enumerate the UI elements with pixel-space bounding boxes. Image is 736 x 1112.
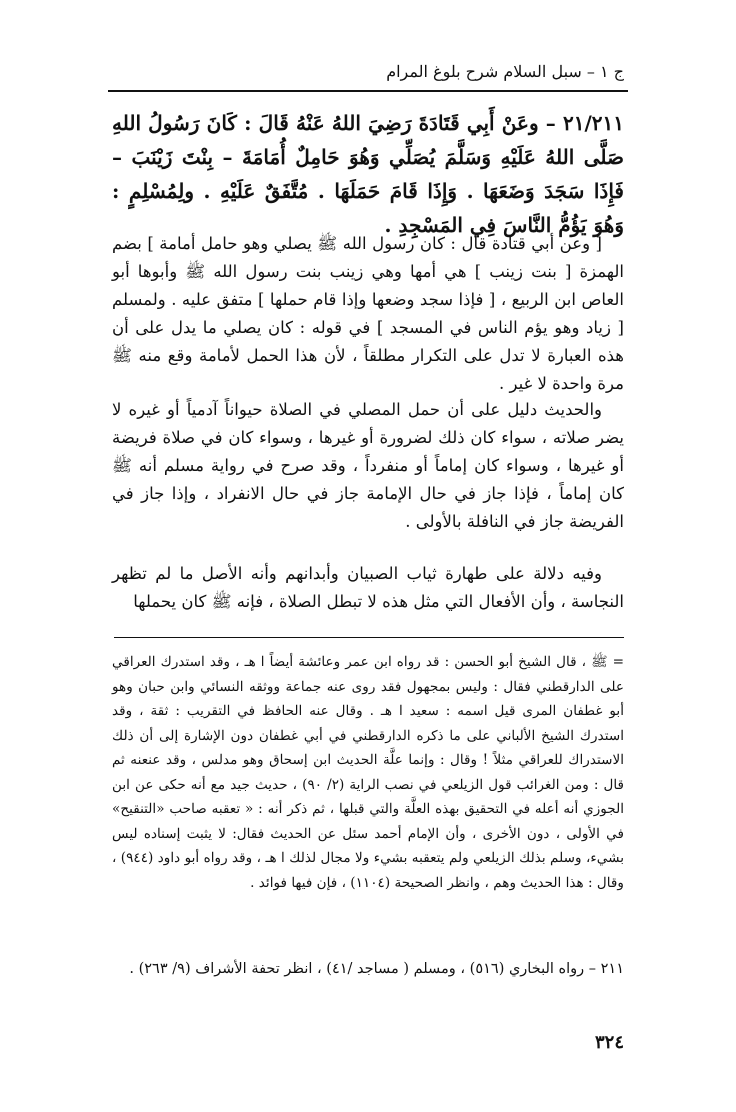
page-number: ٣٢٤ (594, 1032, 624, 1053)
footnote-continued: = ﷺ ، قال الشيخ أبو الحسن : قد رواه ابن عمر وعائشة أيضاً ا هـ ، وقد استدرك العراقي على الدارقطني فقال : وليس بمجهول فقد روى عنه جماعة ووثقه النسائي وابن حبان وهو أبو غطفان المرى قيل اسمه : سعيد ا هـ . وقال عنه الحافظ في التقريب : ثقة ، وقد استدرك الشيخ الألباني على ما ذكره الدارقطني في أبي غطفان دون الإشارة إلى أن ذلك الاستدراك للعراقي مثلاً ! وقال : وإنما علَّة الحديث ابن إسحاق وهو مدلس ، وقد عنعنه ثم قال : ومن الغرائب قول الزيلعي في نصب الراية (٢/ ٩٠) ، حديث جيد مع أنه حكى عن ابن الجوزي أنه أعله في التحقيق بهذه العلَّة والتي قبلها ، ثم ذكر أنه : « تعقبه صاحب «التنقيح» في الأولى ، دون الأخرى ، وأن الإمام أحمد سئل عن الحديث فقال: لا يثبت إسناده ليس بشيء، وسلم بذلك الزيلعي ولم يتعقبه بشيء ولا مجال لذلك ا هـ ، وقد رواه أبو داود (٩٤٤) ، وقال : هذا الحديث وهم ، وانظر الصحيحة (١١٠٤) ، فإن فيها فوائد . (112, 654, 624, 891)
header-rule (108, 90, 628, 92)
hadith-text-block (112, 106, 624, 242)
commentary-paragraph: [ وعن أبي قتادة قال : كان رسول الله ﷺ يصلي وهو حامل أمامة ] بضم الهمزة [ بنت زينب ] هي أمها وهي زينب بنت رسول الله ﷺ وأبوها أبو العاص ابن الربيع ، [ فإذا سجد وضعها وإذا قام حملها ] متفق عليه . ولمسلم [ زياد وهو يؤم الناس في المسجد ] في قوله : كان يصلي ما يدل على أن هذه العبارة لا تدل على التكرار مطلقاً ، لأن هذا الحمل لأمامة وقع منه ﷺ مرة واحدة لا غير . (112, 234, 624, 393)
footnote-211: ٢١١ – رواه البخاري (٥١٦) ، ومسلم ( مساجد /٤١) ، انظر تحفة الأشراف (٩/ ٢٦٣) . (129, 961, 624, 977)
hadith-number: ٢١/٢١١ (562, 111, 624, 135)
commentary-paragraph: والحديث دليل على أن حمل المصلي في الصلاة حيواناً آدمياً أو غيره لا يضر صلاته ، سواء كان ذلك لضرورة أو غيرها ، وسواء كان في صلاة فريضة أو غيرها ، وسواء كان إماماً أو منفرداً ، وقد صرح في رواية مسلم أنه ﷺ كان إماماً ، فإذا جاز في حال الإمامة جاز في حال الانفراد ، وإذا جاز في الفريضة جاز في النافلة بالأولى . (112, 400, 624, 531)
footnote-rule (114, 637, 624, 638)
commentary-paragraph: وفيه دلالة على طهارة ثياب الصبيان وأبدانهم وأنه الأصل ما لم تظهر النجاسة ، وأن الأفعال التي مثل هذه لا تبطل الصلاة ، فإنه ﷺ كان يحملها (112, 564, 624, 611)
hadith-text: – وعَنْ أَبِي قَتَادَةَ رَضِيَ اللهُ عَنْهُ قَالَ : كَانَ رَسُولُ اللهِ صَلَّى اللهُ عَلَيْهِ وَسَلَّمَ يُصَلِّي وَهُوَ حَامِلٌ أُمَامَةَ – بِنْتَ زَيْنَبَ – فَإِذَا سَجَدَ وَضَعَهَا . وَإِذَا قَامَ حَمَلَهَا . مُتَّفَقٌ عَلَيْهِ . ولِمُسْلِمٍ : وَهُوَ يَؤُمُّ النَّاسَ فِي المَسْجِدِ . (112, 111, 624, 237)
running-head: ج ١ – سبل السلام شرح بلوغ المرام (386, 62, 624, 81)
